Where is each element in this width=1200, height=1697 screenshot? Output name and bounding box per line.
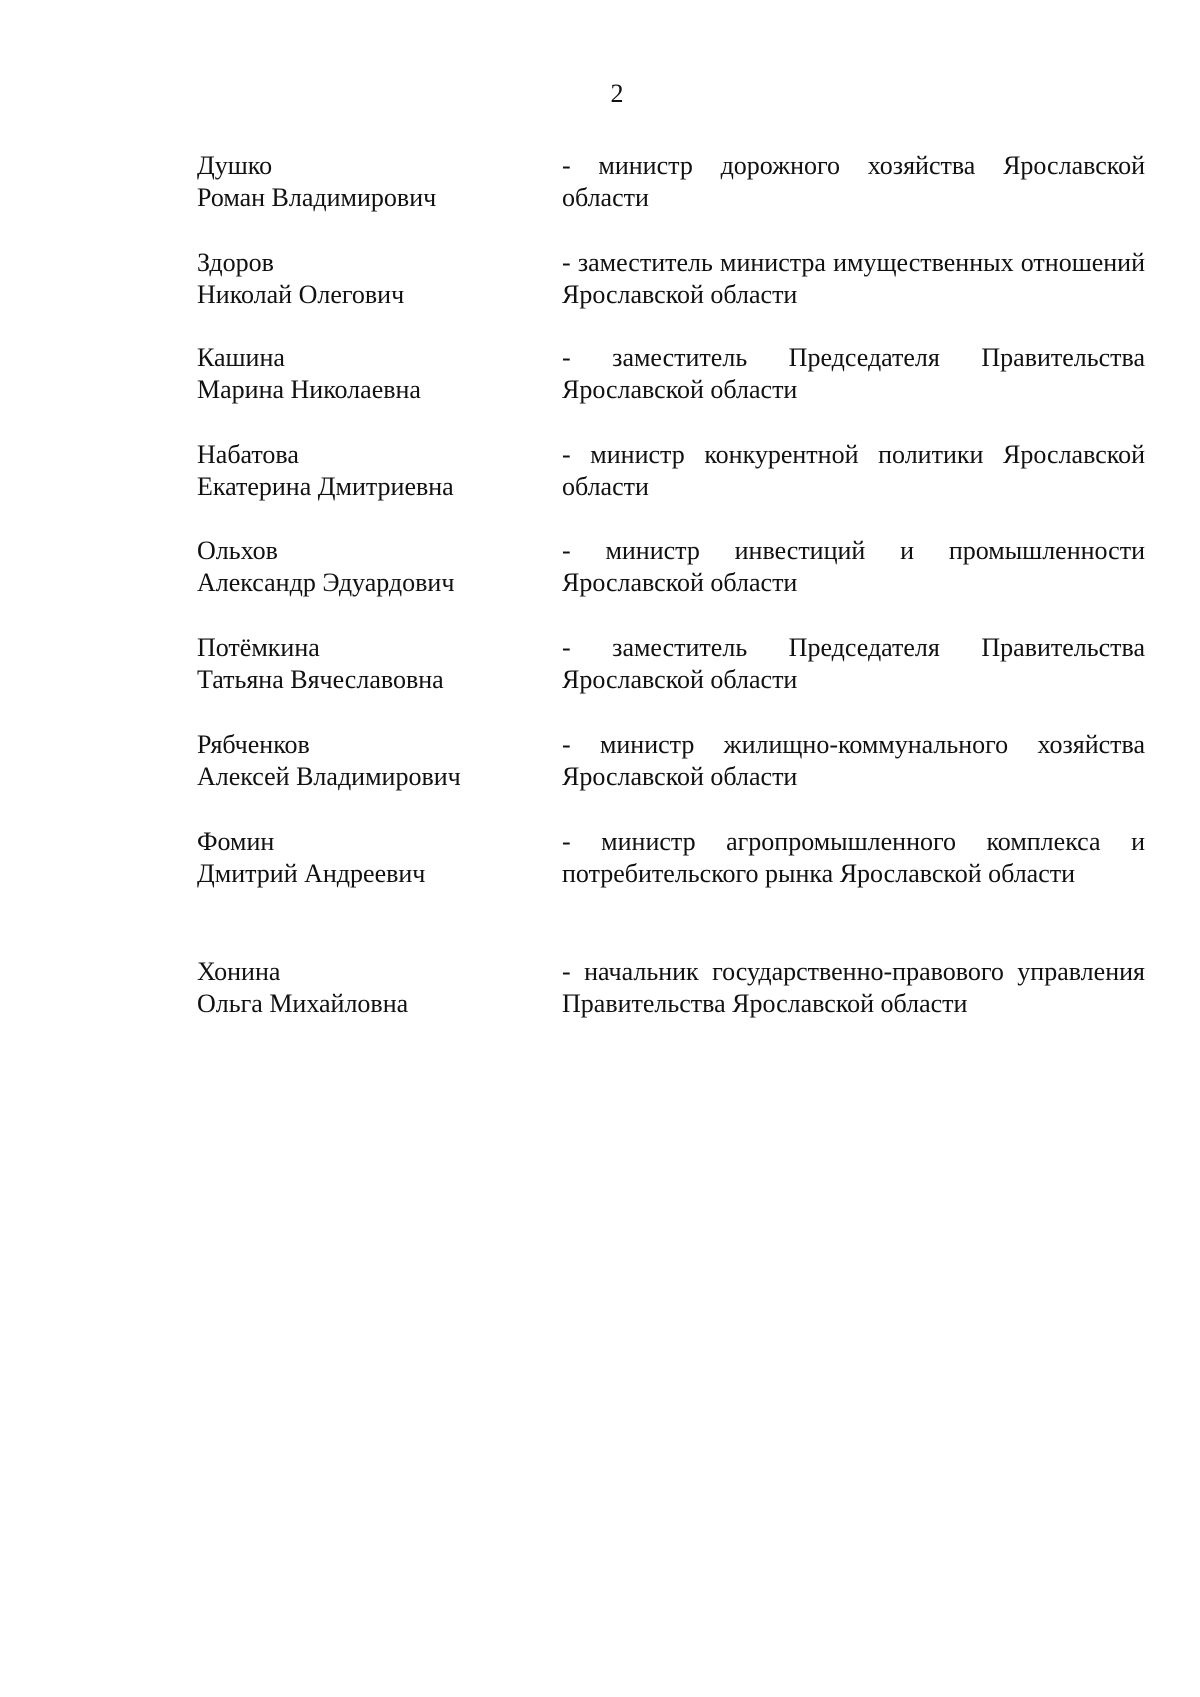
member-name: [197, 535, 547, 599]
member-given-name: Александр Эдуардович: [197, 568, 455, 597]
member-name: [197, 150, 547, 214]
member-surname: Хонина: [197, 957, 281, 986]
member-position: - заместитель Председателя Правительства Ярославской области: [562, 633, 1145, 694]
member-position: - министр дорожного хозяйства Ярославской области: [562, 151, 1145, 212]
member-surname: Здоров: [197, 248, 274, 277]
member-given-name: Алексей Владимирович: [197, 762, 461, 791]
member-name: [197, 247, 547, 311]
member-given-name: Роман Владимирович: [197, 183, 437, 212]
member-given-name: Ольга Михайловна: [197, 989, 409, 1018]
member-position: - начальник государственно-правового управления Правительства Ярославской области: [562, 957, 1145, 1018]
member-given-name: Николай Олегович: [197, 280, 405, 309]
member-name: [197, 956, 547, 1020]
member-position: - министр агропромышленного комплекса и потребительского рынка Ярославской области: [562, 827, 1145, 888]
member-position: - министр конкурентной политики Ярославской области: [562, 440, 1145, 501]
member-surname: Набатова: [197, 440, 299, 469]
member-surname: Фомин: [197, 827, 275, 856]
member-name: [197, 439, 547, 503]
member-given-name: Марина Николаевна: [197, 375, 421, 404]
member-position: - заместитель Председателя Правительства Ярославской области: [562, 343, 1145, 404]
member-surname: Кашина: [197, 343, 285, 372]
member-surname: Ольхов: [197, 536, 278, 565]
member-surname: Рябченков: [197, 730, 310, 759]
member-given-name: Екатерина Дмитриевна: [197, 472, 454, 501]
page-number: 2: [610, 79, 624, 108]
member-name: [197, 729, 547, 793]
member-name: [197, 632, 547, 696]
member-position: - заместитель министра имущественных отношений Ярославской области: [562, 248, 1145, 309]
member-position: - министр жилищно-коммунального хозяйства Ярославской области: [562, 730, 1145, 791]
member-surname: Душко: [197, 151, 273, 180]
member-name: [197, 826, 547, 890]
member-given-name: Татьяна Вячеславовна: [197, 665, 444, 694]
member-surname: Потёмкина: [197, 633, 320, 662]
member-name: [197, 342, 547, 406]
member-given-name: Дмитрий Андреевич: [197, 859, 426, 888]
member-position: - министр инвестиций и промышленности Ярославской области: [562, 536, 1145, 597]
